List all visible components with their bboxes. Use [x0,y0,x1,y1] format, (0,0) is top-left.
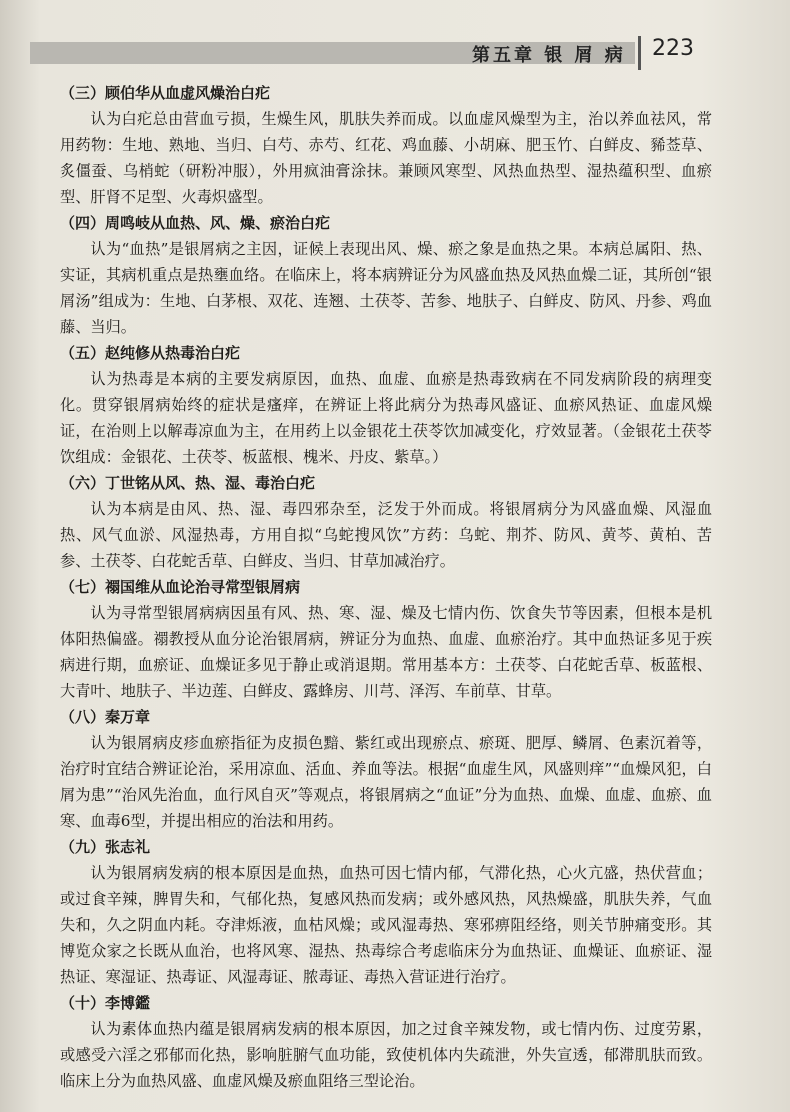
page-body [60,80,712,1094]
section-title: （五）赵纯修从热毒治白疕 [60,344,241,362]
section-title: （三）顾伯华从血虚风燥治白疕 [60,84,271,102]
section-paragraph: 认为素体血热内蕴是银屑病发病的根本原因，加之过食辛辣发物，或七情内伤、过度劳累，或感受六淫之邪郁而化热，影响脏腑气血功能，致使机体内失疏泄，外失宣透，郁滞肌肤而致。临床上分为血热风盛、血虚风燥及瘀血阻络三型论治。 [60,1020,712,1090]
section-paragraph: 认为“血热”是银屑病之主因，证候上表现出风、燥、瘀之象是血热之果。本病总属阳、热、实证，其病机重点是热壅血络。在临床上，将本病辨证分为风盛血热及风热血燥二证，其所创“银屑汤”组成为：生地、白茅根、双花、连翘、土茯苓、苦参、地肤子、白鲜皮、防风、丹参、鸡血藤、当归。 [60,240,712,336]
header-divider [638,36,641,70]
section-paragraph: 认为寻常型银屑病病因虽有风、热、寒、湿、燥及七情内伤、饮食失节等因素，但根本是机体阳热偏盛。禤教授从血分论治银屑病，辨证分为血热、血虚、血瘀治疗。其中血热证多见于疾病进行期，血瘀证、血燥证多见于静止或消退期。常用基本方：土茯苓、白花蛇舌草、板蓝根、大青叶、地肤子、半边莲、白鲜皮、露蜂房、川芎、泽泻、车前草、甘草。 [60,604,712,700]
section-title: （七）禤国维从血论治寻常型银屑病 [60,578,301,596]
section-paragraph: 认为白疕总由营血亏损，生燥生风，肌肤失养而成。以血虚风燥型为主，治以养血祛风，常用药物：生地、熟地、当归、白芍、赤芍、红花、鸡血藤、小胡麻、肥玉竹、白鲜皮、豨莶草、炙僵蚕、乌梢蛇（研粉冲服），外用疯油膏涂抹。兼顾风寒型、风热血热型、湿热蕴积型、血瘀型、肝肾不足型、火毒炽盛型。 [60,110,712,206]
section-title: （八）秦万章 [60,708,151,726]
section-title: （九）张志礼 [60,838,151,856]
section-title: （四）周鸣岐从血热、风、燥、瘀治白疕 [60,214,331,232]
section-paragraph: 认为银屑病发病的根本原因是血热，血热可因七情内郁，气滞化热，心火亢盛，热伏营血；或过食辛辣，脾胃失和，气郁化热，复感风热而发病；或外感风热，风热燥盛，肌肤失养，气血失和，久之阴血内耗。夺津烁液，血枯风燥；或风湿毒热、寒邪痹阻经络，则关节肿痛变形。其博览众家之长既从血治，也将风寒、湿热、热毒综合考虑临床分为血热证、血燥证、血瘀证、湿热证、寒湿证、热毒证、风湿毒证、脓毒证、毒热入营证进行治疗。 [60,864,712,986]
section-paragraph: 认为热毒是本病的主要发病原因，血热、血虚、血瘀是热毒致病在不同发病阶段的病理变化。贯穿银屑病始终的症状是瘙痒，在辨证上将此病分为热毒风盛证、血瘀风热证、血虚风燥证，在治则上以解毒凉血为主，在用药上以金银花土茯苓饮加减变化，疗效显著。（金银花土茯苓饮组成：金银花、土茯苓、板蓝根、槐米、丹皮、紫草。） [60,370,712,466]
running-header [30,36,765,68]
page-number: 223 [652,36,694,61]
chapter-title: 第五章 银 屑 病 [472,45,626,66]
section-title: （十）李博鑑 [60,994,151,1012]
section-paragraph: 认为银屑病皮疹血瘀指征为皮损色黯、紫红或出现瘀点、瘀斑、肥厚、鳞屑、色素沉着等，治疗时宜结合辨证论治，采用凉血、活血、养血等法。根据“血虚生风，风盛则痒”“血燥风犯，白屑为患”“治风先治血，血行风自灭”等观点，将银屑病之“血证”分为血热、血燥、血虚、血瘀、血寒、血毒6型，并提出相应的治法和用药。 [60,734,712,830]
section-paragraph: 认为本病是由风、热、湿、毒四邪杂至，泛发于外而成。将银屑病分为风盛血燥、风湿血热、风气血淤、风湿热毒，方用自拟“乌蛇搜风饮”方药：乌蛇、荆芥、防风、黄芩、黄柏、苦参、土茯苓、白花蛇舌草、白鲜皮、当归、甘草加减治疗。 [60,500,712,570]
section-title: （六）丁世铭从风、热、湿、毒治白疕 [60,474,316,492]
